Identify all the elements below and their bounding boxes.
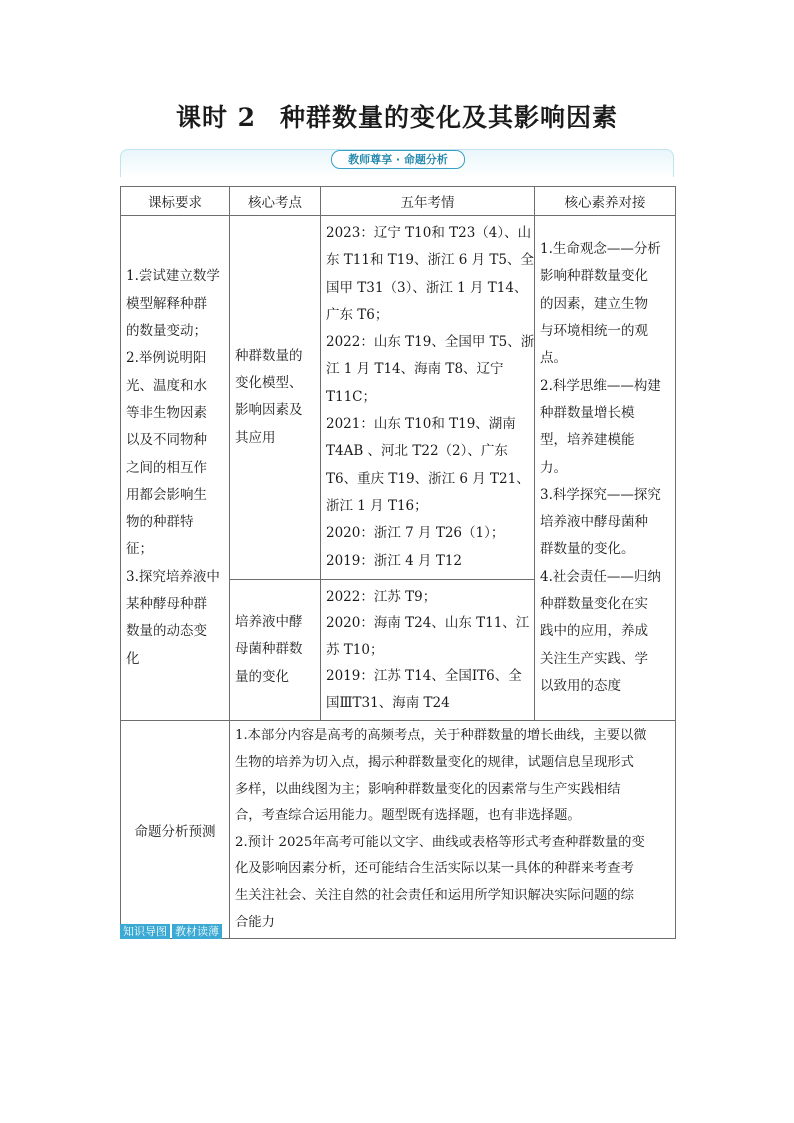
text-line: 2020：海南 T24、山东 T11、江 bbox=[326, 615, 530, 632]
text-line: 其应用 bbox=[235, 429, 276, 446]
text-line: 关注生产实践、学 bbox=[540, 650, 648, 667]
exam-cell bbox=[321, 579, 535, 721]
text-line: 1.生命观念——分析 bbox=[540, 241, 661, 258]
tag-knowledge-map[interactable]: 知识导图 bbox=[120, 924, 170, 939]
text-line: 模型解释种群 bbox=[126, 295, 207, 312]
text-line: 某种酵母种群 bbox=[126, 596, 207, 613]
text-line: 4.社会责任——归纳 bbox=[540, 568, 661, 585]
text-line: 2022：山东 T19、全国甲 T5、浙 bbox=[326, 334, 535, 351]
prediction-cell bbox=[230, 721, 676, 939]
text-line: 以致用的态度 bbox=[540, 677, 621, 694]
header-topics: 核心考点 bbox=[230, 187, 321, 216]
text-line: 2020：浙江 7 月 T26（1）； bbox=[326, 525, 505, 542]
text-line: 合能力 bbox=[235, 914, 275, 930]
text-line: 2.预计 2025年高考可能以文字、曲线或表格等形式考查种群数量的变 bbox=[235, 834, 645, 850]
text-line: 2.举例说明阳 bbox=[126, 350, 207, 367]
text-line: 2023：辽宁 T10和 T23（4）、山 bbox=[326, 225, 532, 241]
text-line: 2021：山东 T10和 T19、湖南 bbox=[326, 416, 516, 433]
text-line: 种群数量变化在实 bbox=[540, 596, 648, 613]
text-line: 2.科学思维——构建 bbox=[540, 377, 661, 394]
text-line: 种群数量增长模 bbox=[540, 404, 635, 421]
text-line: 3.探究培养液中 bbox=[126, 568, 220, 585]
text-line: 点。 bbox=[540, 350, 567, 367]
header-literacy: 核心素养对接 bbox=[535, 187, 676, 216]
text-line: 培养液中酵 bbox=[235, 614, 303, 631]
text-line: 的数量变动； bbox=[126, 323, 207, 340]
requirements-text bbox=[121, 259, 229, 676]
text-line: 变化模型、 bbox=[235, 375, 303, 392]
text-line: 数量的动态变 bbox=[126, 623, 207, 640]
text-line: 1.尝试建立数学 bbox=[126, 268, 220, 285]
text-line: 国甲 T31（3）、浙江 1 月 T14、 bbox=[326, 279, 528, 296]
text-line: T4AB 、河北 T22（2）、广东 bbox=[326, 443, 508, 460]
text-line: 践中的应用，养成 bbox=[540, 623, 648, 640]
literacy-text bbox=[535, 232, 675, 704]
text-line: 力。 bbox=[540, 459, 567, 476]
page-title bbox=[0, 98, 794, 134]
header-requirements: 课标要求 bbox=[121, 187, 230, 216]
text-line: T11C； bbox=[326, 388, 377, 405]
section-banner bbox=[120, 149, 674, 177]
table-row bbox=[121, 216, 676, 580]
text-line: 之间的相互作 bbox=[126, 459, 207, 476]
prediction-row bbox=[121, 721, 676, 939]
text-line: 苏 T10； bbox=[326, 641, 384, 658]
text-line: 浙江 1 月 T16； bbox=[326, 497, 428, 514]
text-line: 与环境相统一的观 bbox=[540, 323, 648, 340]
text-line: 影响种群数量变化 bbox=[540, 268, 648, 285]
text-line: 光、温度和水 bbox=[126, 377, 207, 394]
text-line: 物的种群特 bbox=[126, 514, 194, 531]
text-line: 广东 T6； bbox=[326, 306, 389, 323]
text-line: 3.科学探究——探究 bbox=[540, 486, 661, 503]
text-line: 1.本部分内容是高考的高频考点，关于种群数量的增长曲线，主要以微 bbox=[235, 728, 647, 744]
text-line: 2019：浙江 4 月 T12 bbox=[326, 552, 463, 569]
text-line: 征； bbox=[126, 541, 153, 558]
table-header-row bbox=[121, 187, 676, 216]
analysis-table bbox=[120, 186, 676, 939]
text-line: 2019：江苏 T14、全国ⅠT6、全 bbox=[326, 668, 522, 685]
text-line: 量的变化 bbox=[235, 668, 289, 685]
literacy-cell bbox=[535, 216, 676, 721]
text-line: 培养液中酵母菌种 bbox=[540, 514, 648, 531]
prediction-text bbox=[230, 721, 675, 938]
text-line: 等非生物因素 bbox=[126, 404, 207, 421]
header-exams: 五年考情 bbox=[321, 187, 535, 216]
text-line: 江 1 月 T14、海南 T8、辽宁 bbox=[326, 361, 504, 378]
requirements-cell bbox=[121, 216, 230, 721]
text-line: 型，培养建模能 bbox=[540, 432, 635, 449]
topic-name bbox=[230, 605, 320, 695]
lesson-topic: 种群数量的变化及其影响因素 bbox=[280, 103, 619, 132]
text-line: 东 T11和 T19、浙江 6 月 T5、全 bbox=[326, 252, 535, 269]
text-line: 国ⅢT31、海南 T24 bbox=[326, 694, 450, 711]
topic-name bbox=[230, 339, 320, 456]
exam-history bbox=[321, 216, 534, 579]
banner-label: 教师尊享 · 命题分析 bbox=[331, 150, 465, 169]
topic-cell bbox=[230, 579, 321, 721]
text-line: 合，考查综合运用能力。题型既有选择题，也有非选择题。 bbox=[235, 808, 581, 824]
exam-history bbox=[321, 580, 534, 721]
text-line: 种群数量的 bbox=[235, 347, 303, 364]
text-line: 生关注社会、关注自然的社会责任和运用所学知识解决实际问题的综 bbox=[235, 887, 634, 903]
text-line: 影响因素及 bbox=[235, 402, 303, 419]
text-line: 以及不同物种 bbox=[126, 432, 207, 449]
tag-textbook-reading[interactable]: 教材读薄 bbox=[172, 924, 222, 939]
text-line: T6、重庆 T19、浙江 6 月 T21、 bbox=[326, 470, 530, 487]
text-line: 多样，以曲线图为主；影响种群数量变化的因素常与生产实践相结 bbox=[235, 781, 621, 797]
text-line: 化 bbox=[126, 650, 140, 667]
text-line: 母菌种群数 bbox=[235, 641, 303, 658]
text-line: 生物的培养为切入点，揭示种群数量变化的规律，试题信息呈现形式 bbox=[235, 754, 634, 770]
exam-cell bbox=[321, 216, 535, 580]
text-line: 化及影响因素分析，还可能结合生活实际以某一具体的种群来考查考 bbox=[235, 861, 634, 877]
text-line: 的因素，建立生物 bbox=[540, 295, 648, 312]
text-line: 2022：江苏 T9； bbox=[326, 588, 437, 605]
section-tags bbox=[120, 924, 222, 939]
text-line: 用都会影响生 bbox=[126, 486, 207, 503]
topic-cell bbox=[230, 216, 321, 580]
text-line: 群数量的变化。 bbox=[540, 541, 635, 558]
prediction-label: 命题分析预测 bbox=[121, 721, 230, 939]
lesson-number: 课时 2 bbox=[175, 103, 257, 132]
